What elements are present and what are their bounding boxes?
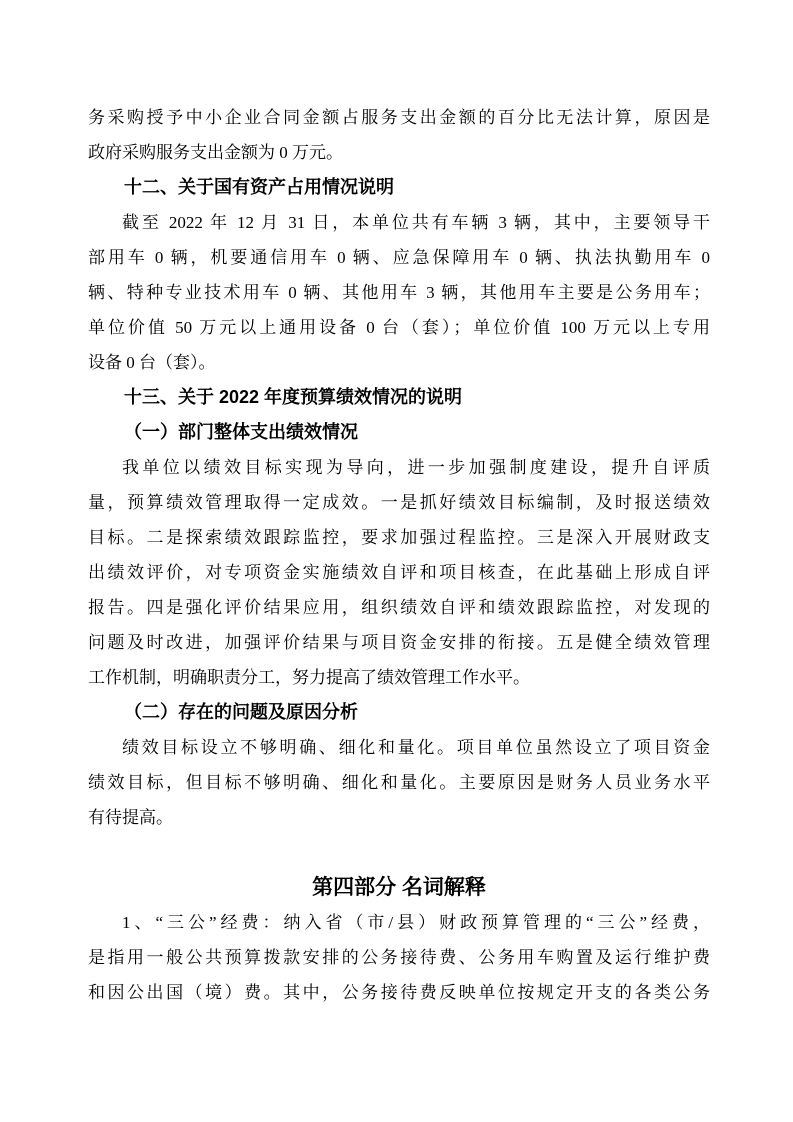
text-line: 绩效目标设立不够明确、细化和量化。项目单位虽然设立了项目资金 <box>122 738 710 757</box>
text-line: 截至 2022 年 12 月 31 日，本单位共有车辆 3 辆，其中，主要领导干 <box>122 213 710 232</box>
text-line: 单位价值 50 万元以上通用设备 0 台（套）；单位价值 100 万元以上专用 <box>88 318 710 337</box>
text-line: 政府采购服务支出金额为 0 万元。 <box>88 143 343 162</box>
paragraph <box>88 100 710 170</box>
text-line: 1、“三公”经费：纳入省（市/县）财政预算管理的“三公”经费， <box>122 913 710 932</box>
text-line: 目标。二是探索绩效跟踪监控，要求加强过程监控。三是深入开展财政支 <box>88 528 710 547</box>
section-heading: 十二、关于国有资产占用情况说明 <box>124 177 394 197</box>
text-line: 是指用一般公共预算拨款安排的公务接待费、公务用车购置及运行维护费 <box>88 948 710 967</box>
text-line: 有待提高。 <box>88 808 173 827</box>
paragraph <box>88 205 710 380</box>
blank-line <box>88 835 710 870</box>
document-body <box>88 100 710 1010</box>
text-line: 和因公出国（境）费。其中，公务接待费反映单位按规定开支的各类公务 <box>88 983 710 1002</box>
paragraph <box>88 905 710 1010</box>
sub-heading: （一）部门整体支出绩效情况 <box>124 422 358 442</box>
text-line: 报告。四是强化评价结果应用，组织绩效自评和绩效跟踪监控，对发现的 <box>88 598 710 617</box>
text-line: 务采购授予中小企业合同金额占服务支出金额的百分比无法计算，原因是 <box>88 108 710 127</box>
text-line: 问题及时改进，加强评价结果与项目资金安排的衔接。五是健全绩效管理 <box>88 633 710 652</box>
text-line: 辆、特种专业技术用车 0 辆、其他用车 3 辆，其他用车主要是公务用车； <box>88 283 710 302</box>
text-line: 量，预算绩效管理取得一定成效。一是抓好绩效目标编制，及时报送绩效 <box>88 493 710 512</box>
text-line: 绩效目标，但目标不够明确、细化和量化。主要原因是财务人员业务水平 <box>88 773 710 792</box>
section-heading: 十三、关于 2022 年度预算绩效情况的说明 <box>124 387 463 407</box>
text-line: 工作机制，明确职责分工，努力提高了绩效管理工作水平。 <box>88 668 530 687</box>
text-line: 设备 0 台（套）。 <box>88 353 216 372</box>
paragraph <box>88 450 710 695</box>
text-line: 出绩效评价，对专项资金实施绩效自评和项目核查，在此基础上形成自评 <box>88 563 710 582</box>
sub-heading: （二）存在的问题及原因分析 <box>124 702 358 722</box>
text-line: 我单位以绩效目标实现为导向，进一步加强制度建设，提升自评质 <box>122 458 710 477</box>
part-title: 第四部分 名词解释 <box>312 876 486 899</box>
paragraph <box>88 730 710 835</box>
text-line: 部用车 0 辆，机要通信用车 0 辆、应急保障用车 0 辆、执法执勤用车 0 <box>88 248 710 267</box>
